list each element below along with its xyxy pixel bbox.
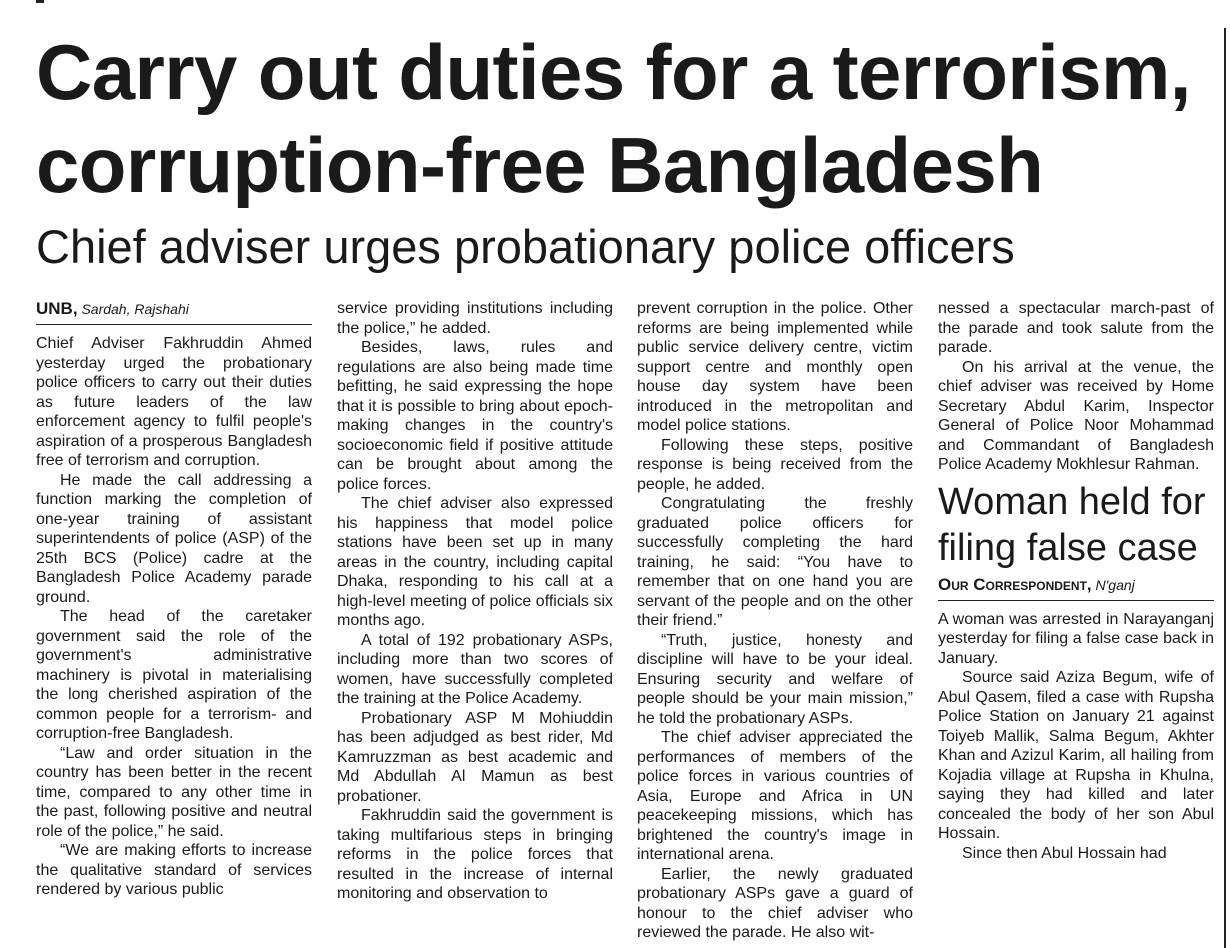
main-headline — [36, 26, 1226, 212]
paragraph: The chief adviser appreciated the performances of members of the police forces in various countries of Asia, Europe and Africa in UN peacekeeping missions, which has brightened the country's image in international arena. — [637, 729, 913, 863]
paragraph: Besides, laws, rules and regulations are also being made time befitting, he said expressing the hope that it is possible to bring about epoch-making changes in the country's socioeconomic field if positive attitude can be brought about among the police forces. — [337, 339, 613, 493]
paragraph: He made the call addressing a function marking the completion of one-year training of assistant superintendents of police (ASP) of the 25th BCS (Police) cadre at the Bangladesh Police Academy parade ground. — [36, 471, 312, 606]
paragraph: “We are making efforts to increase the qualitative standard of services rendered by various public — [36, 842, 312, 898]
top-edge-mark — [36, 0, 44, 3]
byline-agency: UNB, — [36, 299, 78, 318]
article-column-2 — [337, 299, 613, 948]
paragraph: The chief adviser also expressed his happiness that model police stations have been set up in many areas in the country, including capital Dhaka, responding to his call at a high-level meeting of police officials six months ago. — [337, 495, 613, 629]
paragraph: “Truth, justice, honesty and discipline will have to be your ideal. Ensuring security and welfare of people should be your main mission,” he told the probationary ASPs. — [637, 631, 913, 727]
paragraph: On his arrival at the venue, the chief adviser was received by Home Secretary Abdul Karim, Inspector General of Police Noor Mohammad and Commandant of Bangladesh Police Academy Mokhlesur Rahman. — [938, 358, 1214, 473]
byline-agency: Our Correspondent, — [938, 574, 1092, 594]
paragraph: A total of 192 probationary ASPs, including more than two scores of women, have successfully completed the training at the Police Academy. — [337, 631, 613, 707]
paragraph: prevent corruption in the police. Other reforms are being implemented while public service delivery centre, victim support centre and monthly open house day system have been introduced in the metropolitan and model police stations. — [637, 300, 913, 434]
paragraph: nessed a spectacular march-past of the parade and took salute from the parade. — [938, 300, 1214, 356]
paragraph: Since then Abul Hossain had — [962, 844, 1167, 862]
headline-line-2: corruption-free Bangladesh — [36, 121, 1044, 209]
paragraph: Following these steps, positive response is being received from the people, he added. — [637, 436, 913, 493]
paragraph: Congratulating the freshly graduated police officers for successfully completing the hard training, he said: “You have to remember that on one hand you are servant of the people and on the other their friend.” — [637, 495, 913, 629]
paragraph: service providing institutions including the police,” he added. — [337, 300, 613, 337]
second-story-headline: Woman held for filing false case — [938, 480, 1206, 569]
paragraph: Earlier, the newly graduated probationary ASPs gave a guard of honour to the chief adviser who reviewed the parade. He also wit- — [637, 865, 913, 941]
byline-location: N'ganj — [1095, 576, 1135, 593]
paragraph: “Law and order situation in the country has been better in the recent time, compared to any other time in the past, following positive and neutral role of the police,” he said. — [36, 744, 312, 840]
article-column-1 — [36, 299, 312, 948]
paragraph: A woman was arrested in Narayanganj yesterday for filing a false case back in January. — [938, 610, 1214, 667]
byline — [36, 299, 312, 325]
paragraph: The head of the caretaker government said the role of the government's administrative machinery is pivotal in materialising the long cherished aspiration of the common people for a terrorism- and corruption-free Bangladesh. — [36, 608, 312, 742]
paragraph: Chief Adviser Fakhruddin Ahmed yesterday urged the probationary police officers to carry out their duties as future leaders of the law enforcement agency to fulfil people's aspiration of a prosperous Bangladesh free of terrorism and corruption. — [36, 335, 312, 469]
paragraph: Probationary ASP M Mohiuddin has been adjudged as best rider, Md Kamruzzman as best academic and Md Abdullah Al Mamun as best probationer. — [337, 709, 613, 805]
paragraph: Source said Aziza Begum, wife of Abul Qasem, filed a case with Rupsha Police Station on January 21 against Toiyeb Mallik, Salma Begum, Akhter Khan and Azizul Karim, all hailing from Kojadia village at Rupsha in Khulna, saying they had killed and later concealed the body of her son Abul Hossain. — [938, 669, 1214, 842]
article-column-3 — [637, 299, 913, 948]
headline-line-1: Carry out duties for a terrorism, — [36, 28, 1191, 116]
byline-location: Sardah, Rajshahi — [81, 301, 189, 317]
article-column-4 — [938, 299, 1214, 948]
subheadline: Chief adviser urges probationary police officers — [36, 220, 1015, 273]
second-story-byline — [938, 575, 1214, 601]
paragraph: Fakhruddin said the government is taking multifarious steps in bringing reforms in the police forces that resulted in the increase of internal monitoring and observation to — [337, 807, 613, 902]
